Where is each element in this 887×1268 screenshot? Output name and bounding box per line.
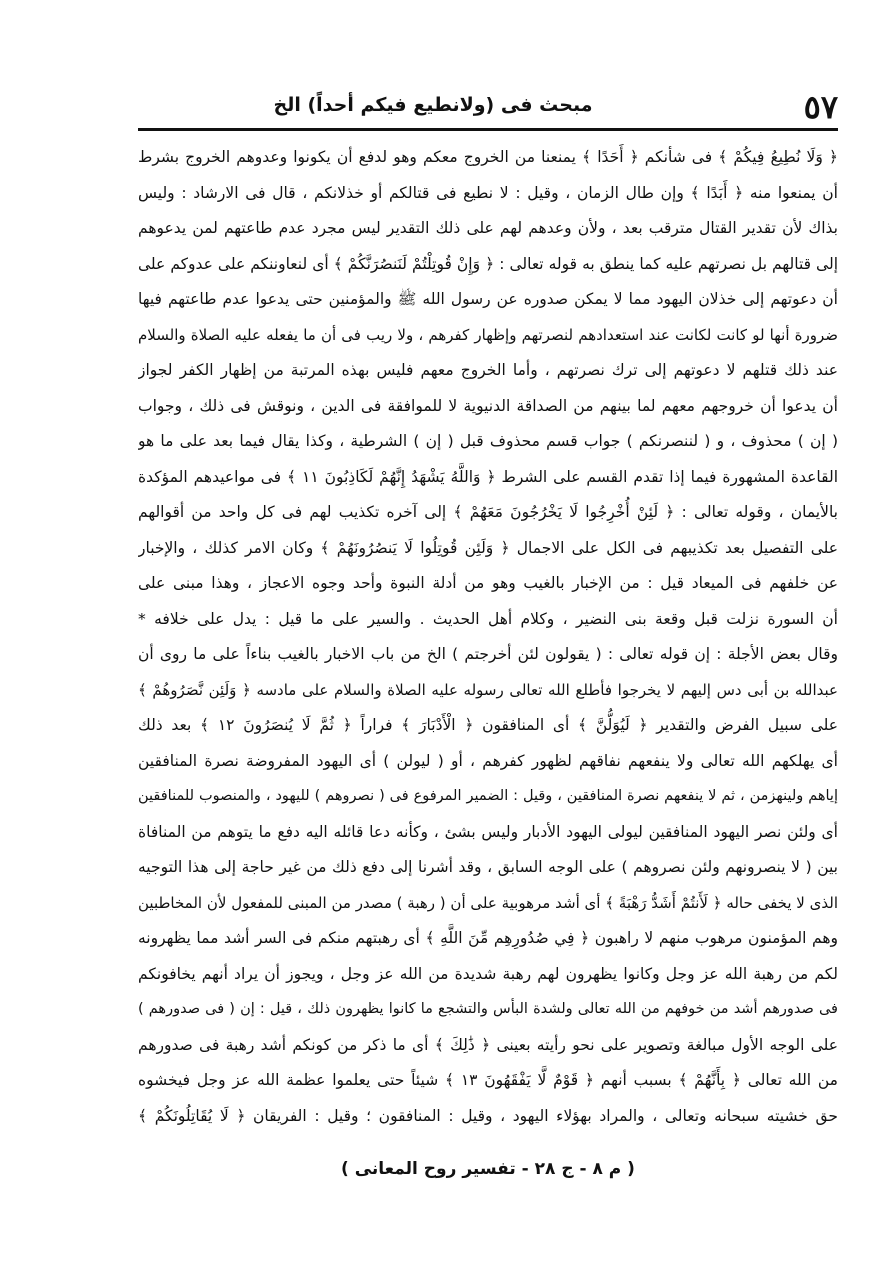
text-line: بذاك لأن تقدير القتال مترقب بعد ، ولأن وعدهم لهم على ذلك التقدير ليس مجرد عدم طاعتهم لمن يدعوهم: [138, 219, 838, 237]
signature-line: ( م ٨ - ج ٢٨ - تفسير روح المعانى ): [341, 1159, 635, 1179]
text-line: بين ( لا ينصرونهم ولئن نصروهم ) على الوجه السابق ، وقد أشرنا إلى دفع ذلك من غير حاجة إلى هذا التوجيه: [138, 858, 838, 876]
text-line: من الله تعالى ﴿ بِأَنَّهُمْ ﴾ بسبب أنهم ﴿ قَوْمٌ لَّا يَفْقَهُونَ ١٣ ﴾ شيئاً حتى يعلموا عظمة الله عز وجل فيخشوه: [138, 1071, 838, 1089]
text-line: أى ولئن نصر اليهود المنافقين ليولى اليهود الأدبار وليس بشئ ، وكأنه دعا قائله اليه دفع ما يتوهم من المنافاة: [138, 822, 838, 841]
text-line: فى صدورهم أشد من خوفهم من الله تعالى ولشدة البأس والتشجع ما كانوا يظهرون ذلك ، قيل : إن ( فى صدورهم ): [138, 1001, 838, 1017]
text-line: أى يهلكهم الله تعالى ولا ينفعهم نفاقهم لظهور كفرهم ، أو ( ليولن ) أى اليهود المفروضة نصرة المنافقين: [138, 751, 838, 770]
header-rule: [138, 128, 838, 131]
running-title: مبحث فى (ولانطيع فيكم أحداً) الخ: [273, 94, 593, 116]
page-header: [138, 86, 838, 130]
text-line: عن خلفهم فى الميعاد قيل : من الإخبار بالغيب وهو من أدلة النبوة وأحد وجوه الاعجاز ، وهذا مبنى على: [138, 574, 838, 592]
text-line: عبدالله بن أبى دس إليهم لا يخرجوا فأطلع الله تعالى رسوله عليه الصلاة والسلام على مادسه ﴿ وَلَئِن نَّصَرُوهُمْ ﴾: [138, 680, 838, 699]
text-line: ﴿ وَلَا نُطِيعُ فِيكُمْ ﴾ فى شأنكم ﴿ أَحَدًا ﴾ يمنعنا من الخروج معكم وهو لدفع أن يكونوا وعدوهم الخروج بشرط: [138, 148, 838, 166]
text-line: وقال بعض الأجلة : إن قوله تعالى : ( يقولون لئن أخرجتم ) الخ من باب الاخبار بالغيب بناءاً على ما روى أن: [138, 645, 838, 663]
text-line: على سبيل الفرض والتقدير ﴿ لَيُوَلُّنَّ ﴾ أى المنافقون ﴿ الْأَدْبَارَ ﴾ فراراً ﴿ ثُمَّ لَا يُنصَرُونَ ١٢ ﴾ بعد ذلك: [138, 716, 838, 734]
text-line: الذى لا يخفى حاله ﴿ لَأَنتُمْ أَشَدُّ رَهْبَةً ﴾ أى أشد مرهوبية على أن ( رهبة ) مصدر من المبنى للمفعول لأن المخاطبين: [138, 893, 838, 912]
text-line: عند ذلك قتلهم لا دعوتهم إلى ترك نصرتهم ، وأما الخروج معهم فليس بهذه المرتبة من إظهار الكفر لجواز: [138, 361, 838, 379]
text-line: حق خشيته سبحانه وتعالى ، والمراد بهؤلاء اليهود ، وقيل : المنافقون ؛ وقيل : الفريقان ﴿ لَا يُقَاتِلُونَكُمْ ﴾: [138, 1106, 838, 1125]
text-line: وهم المؤمنون مرهوب منهم لا راهبون ﴿ فِي صُدُورِهِم مِّنَ اللَّهِ ﴾ أى رهبتهم منكم فى السر أشد مما يظهرونه: [138, 929, 838, 947]
text-line: أن السورة نزلت قبل وقعة بنى النضير ، وكلام أهل الحديث . والسير على ما قيل : يدل على خلافه *: [138, 609, 838, 628]
text-line: ضرورة أنها لو كانت لكانت عند استعدادهم لنصرتهم وإظهار كفرهم ، ولا ريب فى أن ما يفعله عليه الصلاة والسلام: [138, 325, 838, 344]
text-line: إياهم ولينهزمن ، ثم لا ينفعهم نصرة المنافقين ، وقيل : الضمير المرفوع فى ( نصروهم ) لليهود ، والمنصوب للمنافقين: [138, 788, 838, 804]
body-text: [138, 140, 838, 1134]
text-line: على التفصيل بعد تكذيبهم فى الكل على الاجمال ﴿ وَلَئِن قُوتِلُوا لَا يَنصُرُونَهُمْ ﴾ وكان الامر كذلك ، والإخبار: [138, 538, 838, 557]
text-line: أن يدعوا أن خروجهم معهم لما بينهم من الصداقة الدنيوية لا للموافقة فى الدين ، ونوقش فى ذلك ، وجواب: [138, 396, 838, 415]
text-line: أن دعوتهم إلى خذلان اليهود مما لا يمكن صدوره عن رسول الله ﷺ والمؤمنين حتى يدعوا عدم طاعتهم فيها: [138, 290, 838, 308]
text-line: ( إن ) محذوف ، و ( لننصرنكم ) جواب قسم محذوف قبل ( إن ) الشرطية ، وكذا يقال فيما بعد على ما هو: [138, 432, 838, 450]
text-line: القاعدة المشهورة فيما إذا تقدم القسم على الشرط ﴿ وَاللَّهُ يَشْهَدُ إِنَّهُمْ لَكَاذِبُونَ ١١ ﴾ فى مواعيدهم المؤكدة: [138, 467, 838, 486]
text-line: إلى قتالهم بل نصرتهم عليه كما ينطق به قوله تعالى : ﴿ وَإِنْ قُوتِلْتُمْ لَنَنصُرَنَّكُمْ ﴾ أى لنعاوننكم على عدوكم على: [138, 254, 838, 273]
text-line: بالأيمان ، وقوله تعالى : ﴿ لَئِنْ أُخْرِجُوا لَا يَخْرُجُونَ مَعَهُمْ ﴾ إلى آخره تكذيب لهم فى كل واحد من أقوالهم: [138, 503, 838, 521]
text-line: أن يمنعوا منه ﴿ أَبَدًا ﴾ وإن طال الزمان ، وقيل : لا نطيع فى قتالكم أو خذلانكم ، قال فى الارشاد : وليس: [138, 183, 838, 202]
text-line: لكم من رهبة الله عز وجل وكانوا يظهرون لهم رهبة شديدة من الله عز وجل ، ويجوز أن يراد أنهم يخافونكم: [138, 964, 838, 983]
page-number: ٥٧: [803, 88, 838, 126]
text-line: على الوجه الأول مبالغة وتصوير على نحو رأيته بعينى ﴿ ذَٰلِكَ ﴾ أى ما ذكر من كونكم أشد رهبة فى صدورهم: [138, 1035, 838, 1054]
